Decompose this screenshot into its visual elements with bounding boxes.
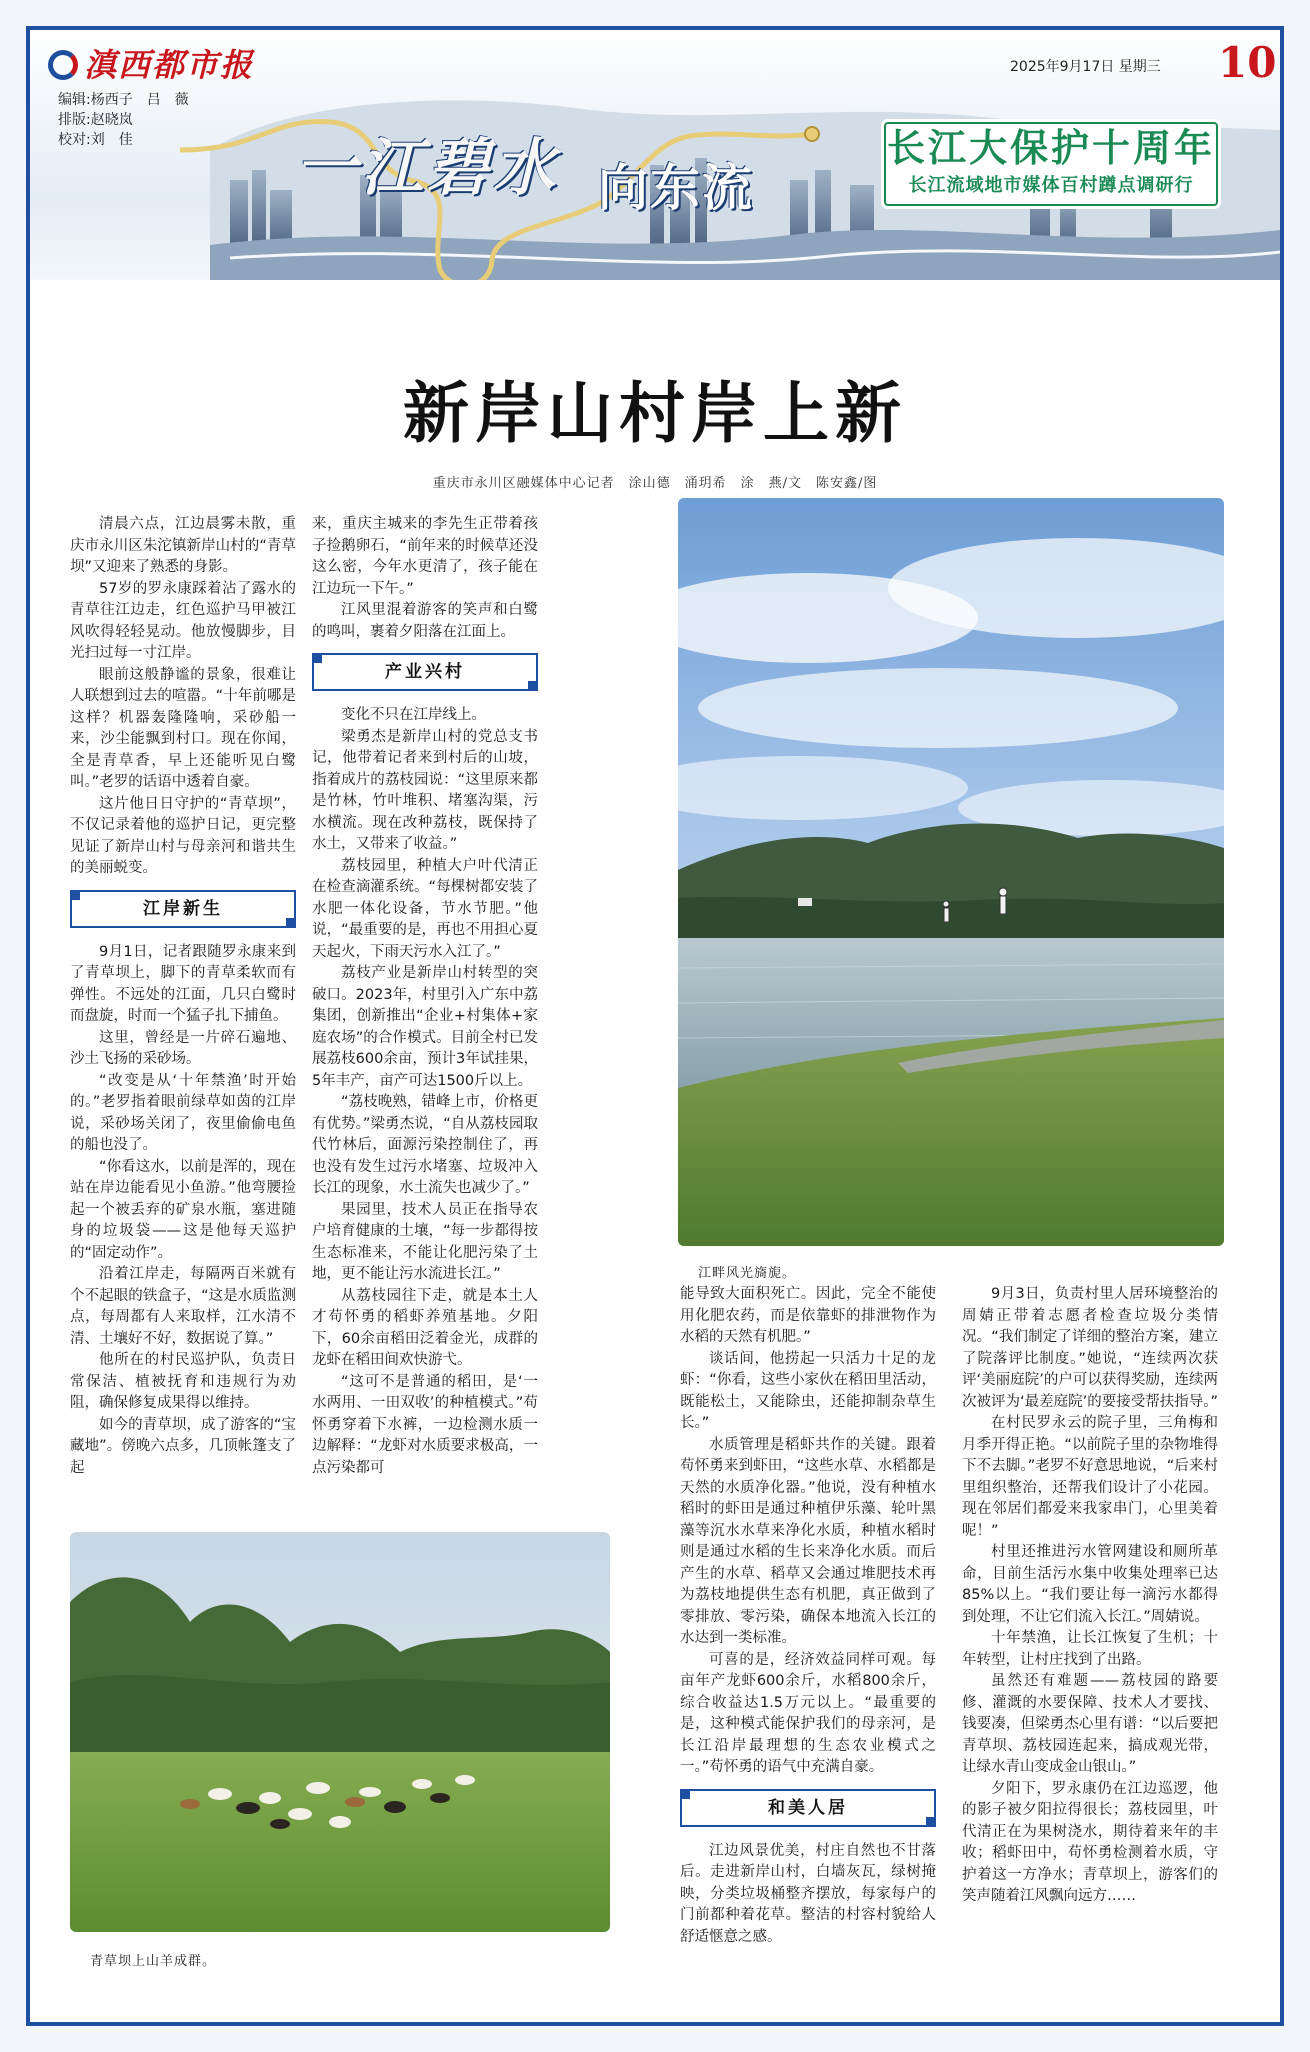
banner-slogan: 向东流 — [598, 159, 754, 217]
paragraph: 水质管理是稻虾共作的关键。跟着苟怀勇来到虾田，“这些水草、水稻都是天然的水质净化器。”他说，没有种植水稻时的虾田是通过种植伊乐藻、轮叶黑藻等沉水水草来净化水质，种植水稻时则是通过水稻的生长来净化水质。而后产生的水草、稻草又会通过堆肥技术再为荔枝地提供生态有机肥，真正做到了零排放、零污染，确保本地流入长江的水达到一类标准。 — [680, 1436, 936, 1646]
issue-date: 2025年9月17日 星期三 — [1010, 59, 1161, 75]
paragraph: 江边风景优美，村庄自然也不甘落后。走进新岸山村，白墙灰瓦，绿树掩映，分类垃圾桶整齐摆放，每家每户的门前都种着花草。整洁的村容村貌给人舒适惬意之感。 — [680, 1842, 936, 1945]
newspaper-page — [26, 26, 1284, 2026]
goats-photo-caption: 青草坝上山羊成群。 — [90, 1954, 217, 1969]
banner-slogan-calligraphy: 一江碧水 — [295, 131, 560, 204]
paragraph: 江风里混着游客的笑声和白鹭的鸣叫，裹着夕阳落在江面上。 — [312, 602, 538, 640]
paragraph: 9月3日，负责村里人居环境整治的周婧正带着志愿者检查垃圾分类情况。“我们制定了详细的整治方案，建立了院落评比制度。”她说，“连续两次获评‘美丽庭院’的户可以获得奖励，连续两次被评为‘最差庭院’的要接受帮扶指导。” — [962, 1286, 1218, 1410]
paragraph: 夕阳下，罗永康仍在江边巡逻，他的影子被夕阳拉得很长；荔枝园里，叶代清正在为果树浇水，期待着来年的丰收；稻虾田中，苟怀勇检测着水质，守护着这一方净水；青草坝上，游客们的笑声随着江风飘向远方…… — [962, 1780, 1218, 1904]
paragraph: 9月1日，记者跟随罗永康来到了青草坝上，脚下的青草柔软而有弹性。不远处的江面，几只白鹭时而盘旋，时而一个猛子扎下捕鱼。 — [70, 943, 296, 1024]
river-landscape-image — [678, 498, 1224, 1246]
paragraph: 荔枝园里，种植大户叶代清正在检查滴灌系统。“每棵树都安装了水肥一体化设备，节水节肥。”他说，“最重要的是，再也不用担心夏天起火，下雨天污水入江了。” — [312, 857, 538, 960]
paragraph: 在村民罗永云的院子里，三角梅和月季开得正艳。“以前院子里的杂物堆得下不去脚。”老罗不好意思地说，“后来村里组织整治，还帮我们设计了小花园。现在邻居们都爱来我家串门，心里美着呢！” — [962, 1415, 1218, 1539]
newspaper-logo — [48, 40, 254, 86]
article-column-4 — [962, 1284, 1218, 2010]
paragraph: 梁勇杰是新岸山村的党总支书记，他带着记者来到村后的山坡，指着成片的荔枝园说：“这里原来都是竹林，竹叶堆积、堵塞沟渠，污水横流。现在改种荔枝，既保持了水土，又带来了收益。” — [312, 728, 538, 852]
paragraph: 57岁的罗永康踩着沾了露水的青草往江边走，红色巡护马甲被江风吹得轻轻晃动。他放慢脚步，目光扫过每一寸江岸。 — [70, 580, 296, 661]
paragraph: 这里，曾经是一片碎石遍地、沙土飞扬的采砂场。 — [70, 1029, 296, 1067]
staff-proofreader: 校对:刘 佳 — [58, 132, 133, 148]
staff-credits — [58, 90, 189, 150]
section-heading-industry: 产业兴村 — [312, 653, 538, 691]
paragraph: “这可不是普通的稻田，是‘一水两用、一田双收’的种植模式。”苟怀勇穿着下水裤，一边检测水质一边解释：“龙虾对水质要求极高，一点污染都可 — [312, 1373, 538, 1476]
article-column-3 — [680, 1284, 936, 2010]
logo-text: 滇西都市报 — [84, 46, 255, 84]
paragraph: 这片他日日守护的“青草坝”，不仅记录着他的巡护日记，更完整见证了新岸山村与母亲河和谐共生的美丽蜕变。 — [70, 795, 296, 876]
paragraph: “你看这水，以前是浑的，现在站在岸边能看见小鱼游。”他弯腰捡起一个被丢弃的矿泉水瓶，塞进随身的垃圾袋——这是他每天巡护的“固定动作”。 — [70, 1158, 296, 1261]
page-number: 10 — [1218, 38, 1277, 87]
paragraph: 眼前这般静谧的景象，很难让人联想到过去的喧嚣。“十年前哪是这样？机器轰隆隆响，采砂船一来，沙尘能飘到村口。现在你闻，全是青草香，早上还能听见白鹭叫。”老罗的话语中透着自豪。 — [70, 666, 296, 790]
paragraph: 从荔枝园往下走，就是本土人才苟怀勇的稻虾养殖基地。夕阳下，60余亩稻田泛着金光，成群的龙虾在稻田间欢快游弋。 — [312, 1287, 538, 1368]
section-heading-living: 和美人居 — [680, 1789, 936, 1827]
paragraph: 来，重庆主城来的李先生正带着孩子捡鹅卵石，“前年来的时候草还没这么密，今年水更清了，孩子能在江边玩一下午。” — [312, 516, 538, 597]
section-heading-riverbank: 江岸新生 — [70, 890, 296, 928]
paragraph: 可喜的是，经济效益同样可观。每亩年产龙虾600余斤，水稻800余斤，综合收益达1.5万元以上。“最重要的是，这种模式能保护我们的母亲河，是长江沿岸最理想的生态农业模式之一。”苟怀勇的语气中充满自豪。 — [680, 1651, 936, 1775]
paragraph: 果园里，技术人员正在指导农户培育健康的土壤，“每一步都得按生态标准来，不能让化肥污染了土地，更不能让污水流进长江。” — [312, 1201, 538, 1282]
paragraph: 能导致大面积死亡。因此，完全不能使用化肥农药，而是依靠虾的排泄物作为水稻的天然有机肥。” — [680, 1286, 936, 1345]
paragraph: 如今的青草坝，成了游客的“宝藏地”。傍晚六点多，几顶帐篷支了起 — [70, 1416, 296, 1476]
river-photo — [678, 498, 1224, 1246]
paragraph: 虽然还有难题——荔枝园的路要修、灌溉的水要保障、技术人才要找、钱要凑，但梁勇杰心里有谱：“以后要把青草坝、荔枝园连起来，搞成观光带，让绿水青山变成金山银山。” — [962, 1673, 1218, 1775]
goats-photo — [70, 1532, 610, 1932]
article-column-2 — [312, 514, 538, 1514]
paragraph: 变化不只在江岸线上。 — [341, 707, 486, 723]
masthead-banner — [30, 30, 1280, 340]
staff-editor: 编辑:杨西子 吕 薇 — [58, 92, 189, 108]
paragraph: 荔枝产业是新岸山村转型的突破口。2023年，村里引入广东中荔集团，创新推出“企业+村集体+家庭农场”的合作模式。目前全村已发展荔枝600余亩，预计3年试挂果，5年丰产，亩产可达1500斤以上。 — [312, 965, 538, 1089]
paragraph: 沿着江岸走，每隔两百米就有个不起眼的铁盒子，“这是水质监测点，每周都有人来取样，江水清不清、土壤好不好，数据说了算。” — [70, 1266, 296, 1347]
logo-mark-icon — [48, 50, 78, 80]
paragraph: 谈话间，他捞起一只活力十足的龙虾：“你看，这些小家伙在稻田里活动，既能松土，又能除虫，还能抑制杂草生长。” — [680, 1350, 936, 1431]
river-photo-caption: 江畔风光旖旎。 — [698, 1266, 797, 1281]
article-column-1 — [70, 514, 296, 1514]
paragraph: 清晨六点，江边晨雾未散，重庆市永川区朱沱镇新岸山村的“青草坝”又迎来了熟悉的身影。 — [70, 516, 296, 575]
series-subtitle: 长江流域地市媒体百村蹲点调研行 — [908, 175, 1194, 196]
goats-on-meadow-image — [70, 1532, 610, 1932]
paragraph: 他所在的村民巡护队，负责日常保洁、植被抚育和违规行为劝阻，确保修复成果得以维持。 — [70, 1352, 296, 1411]
paragraph: 十年禁渔，让长江恢复了生机；十年转型，让村庄找到了出路。 — [962, 1630, 1218, 1668]
article-byline: 重庆市永川区融媒体中心记者 涂山德 涌玥希 涂 燕/文 陈安鑫/图 — [432, 476, 878, 491]
paragraph: “改变是从‘十年禁渔’时开始的。”老罗指着眼前绿草如茵的江岸说，采砂场关闭了，夜里偷偷电鱼的船也没了。 — [70, 1072, 296, 1153]
series-badge — [884, 122, 1218, 206]
staff-layout: 排版:赵晓岚 — [58, 112, 133, 128]
article-headline: 新岸山村岸上新 — [403, 375, 907, 452]
series-title: 长江大保护十周年 — [886, 126, 1215, 170]
paragraph: 村里还推进污水管网建设和厕所革命，目前生活污水集中收集处理率已达85%以上。“我们要让每一滴污水都得到处理，不让它们流入长江。”周婧说。 — [962, 1544, 1218, 1625]
paragraph: “荔枝晚熟，错峰上市，价格更有优势。”梁勇杰说，“自从荔枝园取代竹林后，面源污染控制住了，再也没有发生过污水堵塞、垃圾冲入长江的现象，水土流失也减少了。” — [312, 1094, 538, 1196]
